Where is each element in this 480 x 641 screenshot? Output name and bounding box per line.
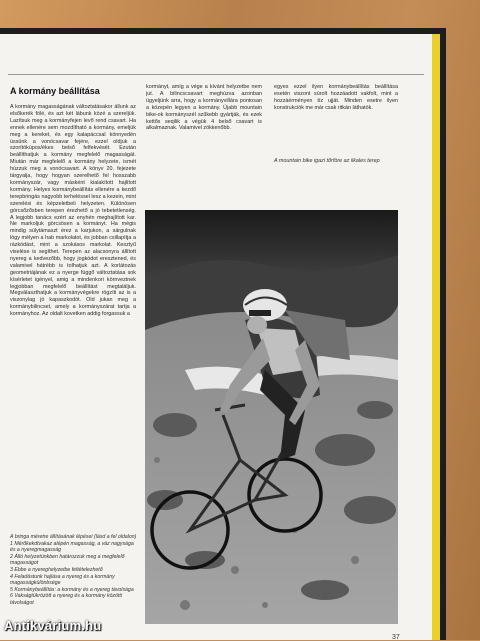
figure-note-item: 1 Mérőkekdtvakaz alépén magasság, a váz nagysága és a nyeregmagasság bbox=[10, 540, 134, 554]
figure-notes-intro: A bringa méretre állításának lépései (lásd a fel oldalon) bbox=[10, 534, 137, 540]
page-number: 37 bbox=[392, 634, 400, 641]
photo-caption: A mountain bike igazi tőrföre az ilkales terep bbox=[274, 158, 380, 164]
mountain-bike-photo bbox=[145, 210, 398, 624]
figure-notes bbox=[10, 534, 138, 607]
figure-note-item: 4 Feladástunk hajlása a nyereg és a kormány magasságkülönbsége bbox=[10, 573, 115, 587]
body-column-3: egyes ezzel ilyen kormánybeállítás beállítása esetén viszont súrolt hozzáadott vakfolt, mint a hozzáérményen tíz ujját. Minden esetre ilyen konstrukciók me már csak ritkán láthatók. bbox=[274, 84, 398, 111]
figure-note-item: 2 Álló helyzetünkben határozzuk meg a megfelelő magasságot bbox=[10, 553, 125, 567]
figure-note-item: 6 Vakságtükrözött a nyereg és a kormány közötti távolságot bbox=[10, 593, 122, 606]
figure-note-item: 3 Ebbe a nyereghelyzetbe feltételezhető bbox=[10, 566, 103, 573]
header-rule bbox=[8, 74, 424, 75]
body-column-1: A kormány magasságának változtatásakor állunk az elsőkerék fölé, és azt két lábunk közé a szereljük. Lazítsuk meg a kormányfejen levő rend csavart. Ha ennek ellenére sem mozdítható a kormány, emeljük meg a kereket, és egy kalapáccsal könnyedén üssünk a vonócsavar fejére, ezzel oldjuk a szorítókúpos/ékes belső felfekvését. Ezután beállíthatjuk a kormány megfelelő magasságát. Miután már megfelelő a kormány helyzete, ismét húzzuk meg a vonócsavart. A könyv 20. fejezete tárgyalja, hogy hogyan szerelhető fel hosszabb kormányszár, vagy másként kialakított hajlított kormány. Helyes kormánybeállítás ellenére a kezdő terepbringás nagyobb terheléssel lesz a kezein, mint szerelési és képzeletbeli helyzeten. Különösen górcsőzősben terepen érezhető a jó tebetetlenség. A legjobb tanács ezért az enyhén meghajlított kar. Ne markoljuk görcsösen a kormányt. Ha mégis mindig súlytámaszt érez a karjukon, a sárgulnak lógy mélyen a hab markolatot, és jobban csillapítja a rázkódást, mint a szokásos markolat. Kesztyű viselése is segíthet. Terepen az alacsonyra állított nyereg a kedvezőbb, hogy jogkódot eresztened, és valamivel hátrébb is tolhatjuk azt. A korlátozás geometriájának ez a nyerge függő változtatása sok kísérletet igényel, amig a mindenkori körnveztnek legjobban megfelelő beállítást megtaláljuk. Megválaszthatjuk a kormányvégekre rögzíti az is a viszonylag jó kapaszkodót. Old jukan meg a kormánybilincset, amely a kormányszárat tartja a kormányhoz. Az oldalt kovetken addig forgassuk a bbox=[10, 104, 136, 318]
body-column-2: kormányt, amíg a vége a kívánt helyzetbe nem jut. A bilincscsavart meghúzva azonban ügyeljünk arra, hogy a kormányvillára pontosan a közepén legyen a kormány. Újabb mountain bike-ok kormányszél szűkebb gyártják, és ezek kettős seqilik a végük 4 belső csavart is alkalmaznak. Valamivel zökkenőbb. bbox=[146, 84, 262, 132]
figure-note-item: 5 Kormánybeállítás: a kormány és a nyereg távolsága bbox=[10, 586, 134, 593]
book-page bbox=[0, 34, 432, 640]
section-title: A kormány beállítása bbox=[10, 86, 100, 96]
mountain-biker-illustration bbox=[145, 210, 398, 624]
watermark-logo: Antikvárium.hu bbox=[4, 618, 102, 633]
